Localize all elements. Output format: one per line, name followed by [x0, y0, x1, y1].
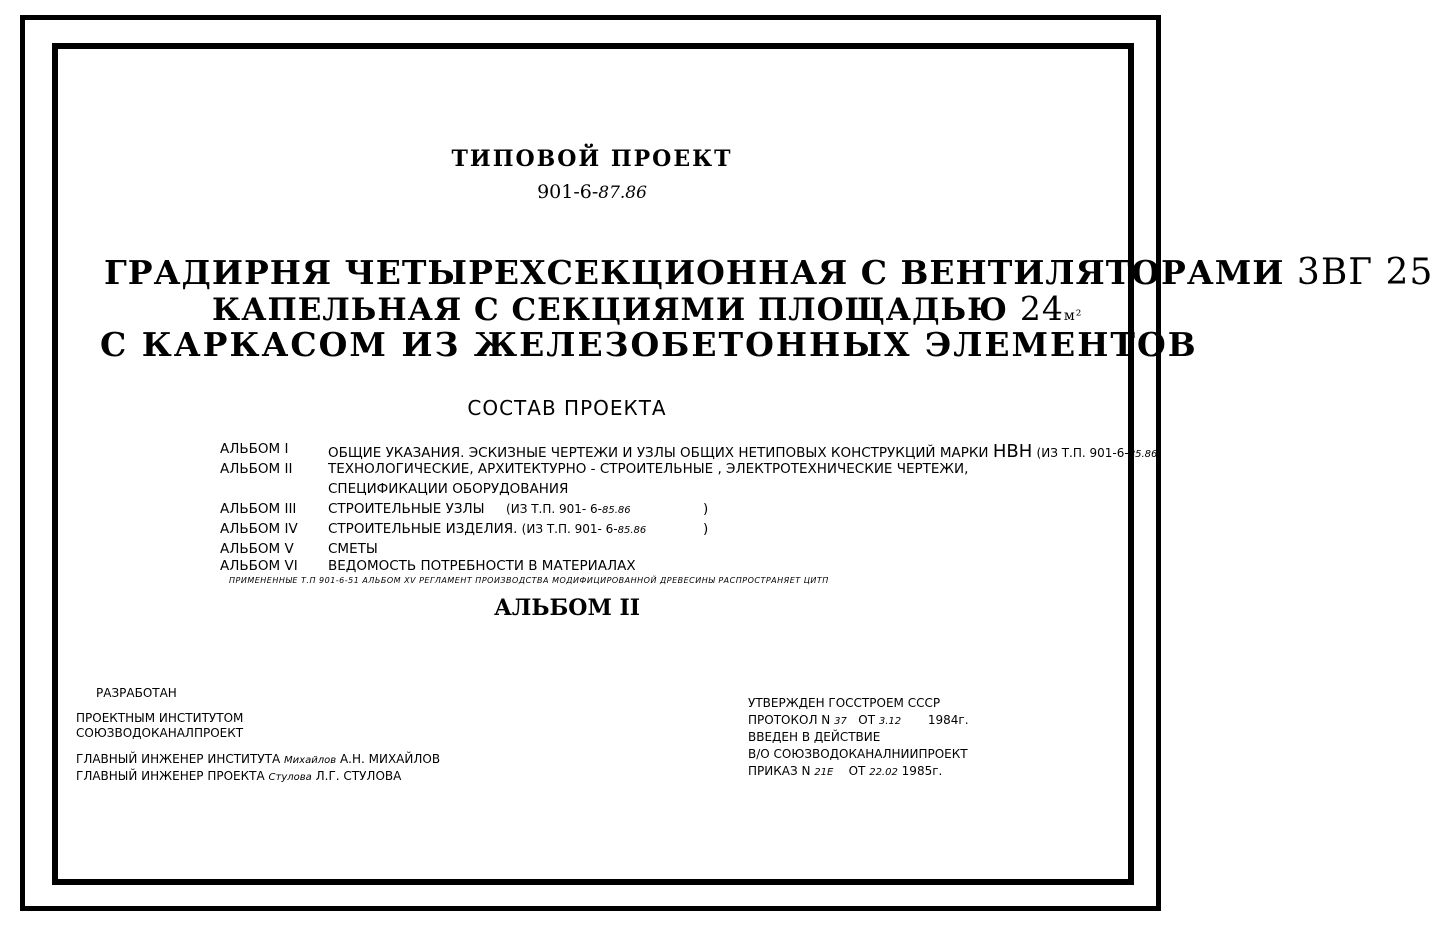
- reference-close: ): [703, 501, 709, 517]
- reference-prefix: (ИЗ Т.П. 901- 6-: [521, 522, 618, 536]
- protocol-label: ПРОТОКОЛ N: [748, 713, 831, 727]
- marka-code: НВН: [992, 441, 1033, 462]
- protocol-year: 1984г.: [927, 713, 969, 727]
- album-reference: [506, 502, 631, 516]
- title-line-1-text: ГРАДИРНЯ ЧЕТЫРЕХСЕКЦИОННАЯ С ВЕНТИЛЯТОРАМИ: [104, 253, 1285, 292]
- section-area: 24: [1019, 289, 1064, 328]
- reference-prefix: (ИЗ Т.П. 901-6-: [1036, 446, 1129, 460]
- chief-engineer-institute: [76, 753, 440, 766]
- reference-close: ): [703, 521, 709, 537]
- protocol-number: 37: [834, 716, 847, 727]
- order-label: ПРИКАЗ N: [748, 764, 811, 778]
- signature: Михайлов: [284, 755, 337, 766]
- reference-prefix: (ИЗ Т.П. 901- 6-: [506, 502, 603, 516]
- title-line-3: С КАРКАСОМ ИЗ ЖЕЛЕЗОБЕТОННЫХ ЭЛЕМЕНТОВ: [100, 325, 1198, 364]
- protocol-date: 3.12: [878, 716, 902, 727]
- album-description: [328, 523, 646, 537]
- role-label: ГЛАВНЫЙ ИНЖЕНЕР ИНСТИТУТА: [76, 752, 281, 766]
- album-label: АЛЬБОМ III: [220, 501, 297, 517]
- order-date: 22.02: [869, 767, 898, 778]
- title-line-2: [212, 289, 1083, 328]
- album-label: АЛЬБОМ V: [220, 541, 294, 557]
- protocol-from: ОТ: [858, 713, 876, 727]
- project-number-suffix: 87.86: [598, 183, 647, 203]
- contents-heading: СОСТАВ ПРОЕКТА: [467, 396, 667, 420]
- approved-by: УТВЕРЖДЕН ГОССТРОЕМ СССР: [748, 696, 941, 710]
- reference-number: 85.86: [1128, 449, 1158, 460]
- order-year: 1985г.: [901, 764, 943, 778]
- album-text: СТРОИТЕЛЬНЫЕ УЗЛЫ: [328, 501, 485, 517]
- album-text: СТРОИТЕЛЬНЫЕ ИЗДЕЛИЯ.: [328, 521, 518, 537]
- order-line: [748, 765, 942, 778]
- applied-projects-note: ПРИМЕНЕННЫЕ Т.П 901-6-51 АЛЬБОМ XV РЕГЛАМЕНТ ПРОИЗВОДСТВА МОДИФИЦИРОВАННОЙ ДРЕВЕСИНЫ РАСПРОСТРАНЯЕТ ЦИТП: [229, 576, 829, 585]
- title-line-1: [104, 252, 1433, 293]
- developed-heading: РАЗРАБОТАН: [96, 686, 177, 700]
- album-volume-title: АЛЬБОМ II: [493, 595, 641, 621]
- title-line-2-text: КАПЕЛЬНАЯ С СЕКЦИЯМИ ПЛОЩАДЬЮ: [212, 292, 1009, 328]
- typical-project-title: ТИПОВОЙ ПРОЕКТ: [451, 146, 733, 172]
- reference-number: 85.86: [602, 505, 631, 516]
- fan-model: 3ВГ 25: [1296, 252, 1433, 293]
- developer-line-2: СОЮЗВОДОКАНАЛПРОЕКТ: [76, 726, 244, 740]
- chief-engineer-project: [76, 770, 401, 783]
- protocol-line: [748, 714, 969, 727]
- organization-line: В/О СОЮЗВОДОКАНАЛНИИПРОЕКТ: [748, 747, 968, 761]
- album-description: ВЕДОМОСТЬ ПОТРЕБНОСТИ В МАТЕРИАЛАХ: [328, 558, 636, 574]
- album-label: АЛЬБОМ II: [220, 461, 293, 477]
- album-label: АЛЬБОМ VI: [220, 558, 298, 574]
- album-text: ОБЩИЕ УКАЗАНИЯ. ЭСКИЗНЫЕ ЧЕРТЕЖИ И УЗЛЫ ОБЩИХ НЕТИПОВЫХ КОНСТРУКЦИЙ МАРКИ: [328, 445, 989, 461]
- album-description: СМЕТЫ: [328, 541, 378, 557]
- project-number: [0, 183, 1184, 202]
- reference-number: 85.86: [617, 525, 647, 536]
- area-unit: м²: [1063, 308, 1083, 324]
- album-label: АЛЬБОМ IV: [220, 521, 298, 537]
- album-description: [328, 443, 1157, 461]
- order-number: 21Е: [814, 767, 834, 778]
- enacted-line: ВВЕДЕН В ДЕЙСТВИЕ: [748, 730, 881, 744]
- album-description: ТЕХНОЛОГИЧЕСКИЕ, АРХИТЕКТУРНО - СТРОИТЕЛЬНЫЕ , ЭЛЕКТРОТЕХНИЧЕСКИЕ ЧЕРТЕЖИ,: [328, 461, 969, 477]
- album-description: [328, 503, 631, 517]
- order-from: ОТ: [848, 764, 866, 778]
- album-label: АЛЬБОМ I: [220, 441, 289, 457]
- album-reference: [522, 522, 647, 536]
- signature: Стулова: [268, 772, 312, 783]
- album-description-continued: СПЕЦИФИКАЦИИ ОБОРУДОВАНИЯ: [328, 481, 569, 497]
- project-number-prefix: 901-6-: [537, 181, 599, 203]
- album-reference: [1037, 446, 1158, 460]
- role-label: ГЛАВНЫЙ ИНЖЕНЕР ПРОЕКТА: [76, 769, 265, 783]
- person-name: Л.Г. СТУЛОВА: [315, 769, 402, 783]
- developer-line-1: ПРОЕКТНЫМ ИНСТИТУТОМ: [76, 711, 244, 725]
- person-name: А.Н. МИХАЙЛОВ: [339, 752, 441, 766]
